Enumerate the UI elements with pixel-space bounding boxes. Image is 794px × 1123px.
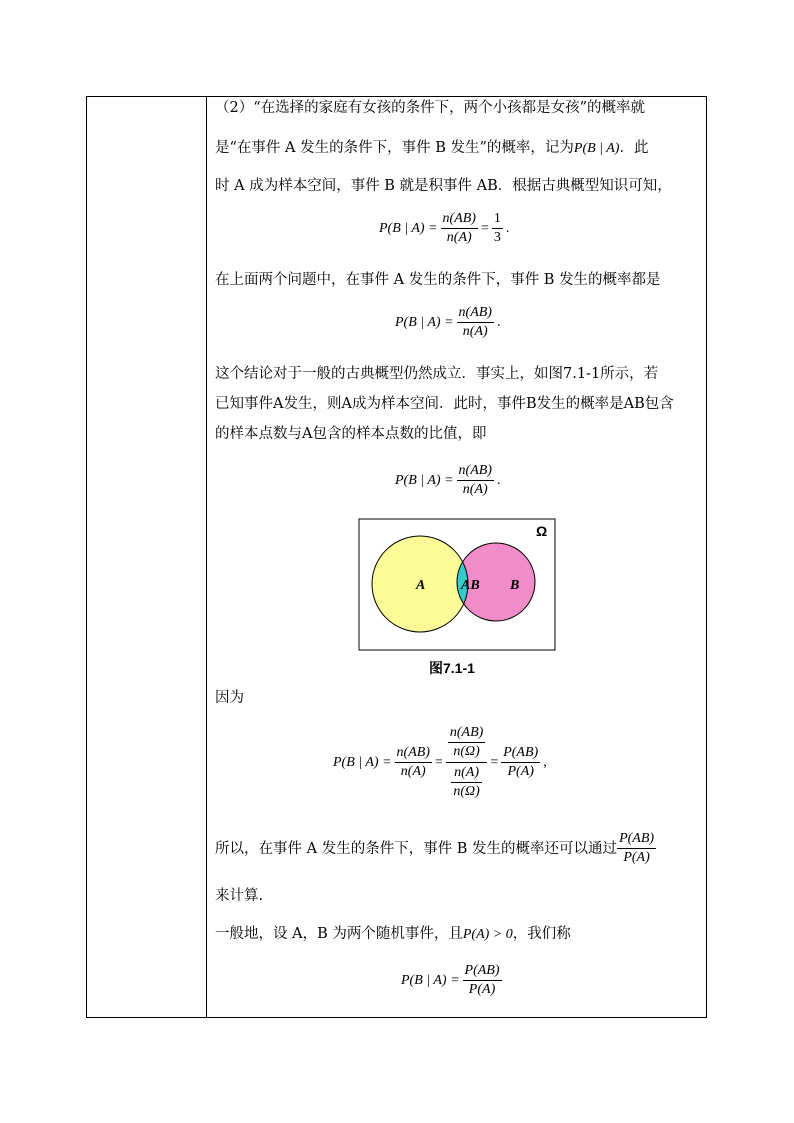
- eq1-num2: 1: [492, 210, 503, 229]
- para6-line1-tail: ，我们称: [512, 926, 571, 942]
- eq2-num: n(AB): [457, 304, 494, 323]
- para5-fraction: [617, 830, 656, 867]
- eq4-f2-num-den: n(Ω): [453, 744, 480, 759]
- eq1-lhs: P(B | A) =: [379, 220, 438, 236]
- eq4-f3-den: P(A): [507, 764, 534, 779]
- eq4-tail: ,: [543, 754, 547, 770]
- eq4-f3-num: P(AB): [501, 744, 540, 763]
- eq2-tail: .: [496, 314, 501, 330]
- eq2-lhs: P(B | A) =: [395, 314, 454, 330]
- eq1-fraction: [441, 210, 478, 247]
- equation-5: [401, 962, 502, 999]
- equation-4: [333, 724, 547, 801]
- para1-line2-text: 是“在事件 A 发生的条件下，事件 B 发生”的概率，记为: [215, 140, 574, 156]
- para3-line1: 这个结论对于一般的古典概型仍然成立．事实上，如图7.1-1所示，若: [215, 366, 659, 382]
- eq3-den: n(A): [462, 482, 488, 497]
- para3-line3: 的样本点数与A包含的样本点数的比值，即: [215, 426, 487, 442]
- eq4-f2-den-den: n(Ω): [453, 784, 480, 799]
- equation-2: [395, 304, 500, 341]
- para6-line1-math: P(A) > 0: [462, 927, 513, 942]
- eq4-equals-a: =: [434, 754, 443, 770]
- eq5-lhs: P(B | A) =: [401, 972, 460, 988]
- para5-frac-num: P(AB): [617, 830, 656, 849]
- para5-line1-text: 所以，在事件 A 发生的条件下，事件 B 发生的概率还可以通过: [215, 840, 618, 857]
- eq1-den: n(A): [446, 230, 472, 245]
- para1-line3: 时 A 成为样本空间，事件 B 就是积事件 AB．根据古典概型知识可知，: [215, 178, 672, 194]
- para1-line2-math: P(B | A): [573, 141, 620, 156]
- label-a: A: [416, 578, 426, 593]
- eq4-equals-b: =: [490, 754, 499, 770]
- label-b: B: [510, 578, 520, 593]
- label-ab: AB: [461, 578, 480, 593]
- omega-label: Ω: [536, 523, 548, 539]
- para5-frac-den: P(A): [623, 850, 650, 865]
- eq4-compound-num: [446, 724, 487, 763]
- eq4-f2-den-num: n(A): [451, 764, 481, 783]
- para2-line1: 在上面两个问题中，在事件 A 发生的条件下，事件 B 发生的概率都是: [215, 272, 661, 288]
- para1-line1: （2）“在选择的家庭有女孩的条件下，两个小孩都是女孩”的概率就: [215, 100, 646, 116]
- para6-line1-text: 一般地，设 A，B 为两个随机事件，且: [215, 926, 463, 942]
- eq1-tail: .: [505, 220, 510, 236]
- eq4-f2-num-num: n(AB): [448, 724, 485, 743]
- eq1-den2: 3: [493, 230, 501, 245]
- eq1-num: n(AB): [441, 210, 478, 229]
- eq4-f1-den: n(A): [400, 764, 426, 779]
- eq1-mid: =: [480, 220, 489, 236]
- venn-diagram: [358, 518, 558, 652]
- equation-3: [395, 462, 500, 499]
- para6-line1: [215, 924, 571, 945]
- eq4-fraction-3: [501, 744, 540, 781]
- para1-line2-tail: ．此: [619, 140, 649, 156]
- figure-caption: 图7.1-1: [429, 660, 475, 676]
- eq3-lhs: P(B | A) =: [395, 472, 454, 488]
- eq2-fraction: [457, 304, 494, 341]
- eq5-num: P(AB): [463, 962, 502, 981]
- eq3-fraction: [457, 462, 494, 499]
- eq5-den: P(A): [468, 982, 496, 997]
- equation-1: [379, 210, 509, 247]
- para5-line2: 来计算.: [215, 888, 264, 904]
- para4-line1: 因为: [215, 690, 244, 706]
- eq3-tail: .: [496, 472, 501, 488]
- eq4-lhs: P(B | A) =: [333, 754, 392, 770]
- eq4-compound-fraction: [446, 724, 487, 801]
- para1-line2: [215, 138, 648, 159]
- table-column-divider: [206, 96, 207, 1018]
- eq1-fraction-2: [492, 210, 503, 247]
- eq3-num: n(AB): [457, 462, 494, 481]
- eq4-fraction-1: [395, 744, 432, 781]
- eq5-fraction: [463, 962, 502, 999]
- eq2-den: n(A): [462, 324, 488, 339]
- eq4-f1-num: n(AB): [395, 744, 432, 763]
- eq4-compound-den: [446, 763, 487, 801]
- para3-line2: 已知事件A发生，则A成为样本空间．此时，事件B发生的概率是AB包含: [215, 396, 674, 412]
- para5-line1: [215, 830, 656, 867]
